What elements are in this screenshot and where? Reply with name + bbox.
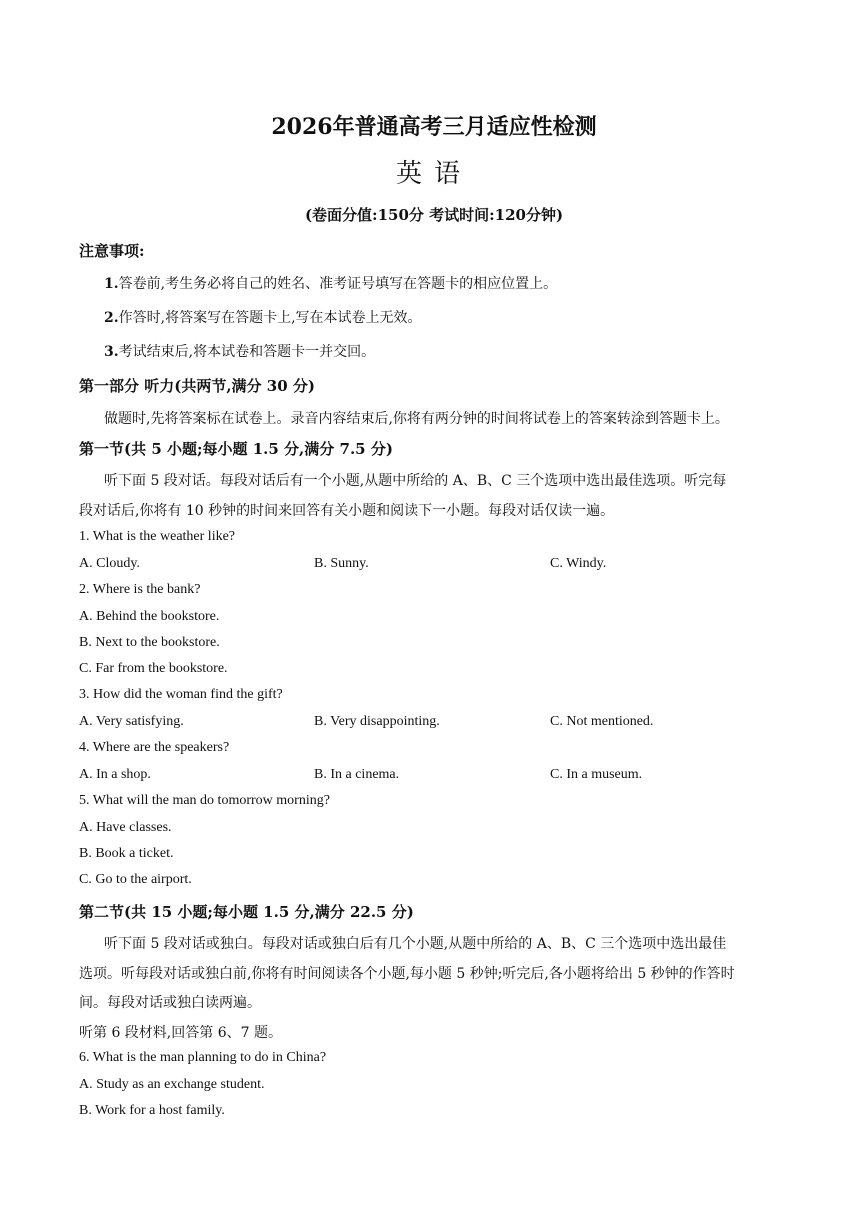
notice-heading: 注意事项:: [79, 242, 145, 260]
q5-option-b: B. Book a ticket.: [79, 846, 174, 861]
question-4: 4. Where are the speakers?: [79, 740, 230, 755]
notice-item-number: 1.: [104, 276, 119, 292]
section2-instruction-line: 选项。听每段对话或独白前,你将有时间阅读各个小题,每小题 5 秒钟;听完后,各小题将给出 5 秒钟的作答时: [79, 966, 735, 982]
section2-instruction-line: 间。每段对话或独白读两遍。: [79, 995, 261, 1011]
q3-option-b: B. Very disappointing.: [314, 714, 440, 729]
q6-option-a: A. Study as an exchange student.: [79, 1077, 265, 1092]
notice-item-text: 作答时,将答案写在答题卡上,写在本试卷上无效。: [118, 310, 422, 326]
notice-item-number: 2.: [104, 310, 119, 326]
section2-instruction-line: 听下面 5 段对话或独白。每段对话或独白后有几个小题,从题中所给的 A、B、C 三个选项中选出最佳: [104, 936, 727, 952]
question-6: 6. What is the man planning to do in China?: [79, 1050, 327, 1065]
q1-option-c: C. Windy.: [550, 556, 607, 571]
question-3: 3. How did the woman find the gift?: [79, 687, 283, 702]
q3-option-c: C. Not mentioned.: [550, 714, 654, 729]
notice-item-text: 答卷前,考生务必将自己的姓名、准考证号填写在答题卡的相应位置上。: [118, 276, 558, 292]
section2-heading: 第二节(共 15 小题;每小题 1.5 分,满分 22.5 分): [79, 903, 414, 921]
subject-title: 英语: [395, 159, 472, 189]
notice-item: [104, 307, 422, 327]
notice-item-text: 考试结束后,将本试卷和答题卡一并交回。: [118, 344, 376, 360]
part1-instruction: 做题时,先将答案标在试卷上。录音内容结束后,你将有两分钟的时间将试卷上的答案转涂到答题卡上。: [104, 411, 729, 427]
q2-option-b: B. Next to the bookstore.: [79, 635, 220, 650]
q5-option-c: C. Go to the airport.: [79, 872, 192, 887]
part1-heading: 第一部分 听力(共两节,满分 30 分): [79, 377, 315, 395]
q2-option-a: A. Behind the bookstore.: [79, 609, 220, 624]
question-2: 2. Where is the bank?: [79, 582, 201, 597]
q4-option-c: C. In a museum.: [550, 767, 643, 782]
notice-item: [104, 341, 375, 361]
q4-option-b: B. In a cinema.: [314, 767, 400, 782]
notice-item-number: 3.: [104, 344, 119, 360]
score-info: (卷面分值:150分 考试时间:120分钟): [304, 206, 564, 224]
q2-option-c: C. Far from the bookstore.: [79, 661, 228, 676]
section1-instruction-line: 段对话后,你将有 10 秒钟的时间来回答有关小题和阅读下一小题。每段对话仅读一遍。: [79, 503, 615, 519]
question-1: 1. What is the weather like?: [79, 529, 236, 544]
exam-title: 2026年普通高考三月适应性检测: [271, 114, 597, 140]
material-note: 听第 6 段材料,回答第 6、7 题。: [79, 1025, 282, 1041]
q1-option-a: A. Cloudy.: [79, 556, 140, 571]
q3-option-a: A. Very satisfying.: [79, 714, 184, 729]
section1-heading: 第一节(共 5 小题;每小题 1.5 分,满分 7.5 分): [79, 440, 393, 458]
q6-option-b: B. Work for a host family.: [79, 1103, 225, 1118]
q4-option-a: A. In a shop.: [79, 767, 151, 782]
q1-option-b: B. Sunny.: [314, 556, 369, 571]
section1-instruction-line: 听下面 5 段对话。每段对话后有一个小题,从题中所给的 A、B、C 三个选项中选出最佳选项。听完每: [104, 473, 727, 489]
notice-item: [104, 273, 557, 293]
question-5: 5. What will the man do tomorrow morning?: [79, 793, 330, 808]
q5-option-a: A. Have classes.: [79, 820, 172, 835]
